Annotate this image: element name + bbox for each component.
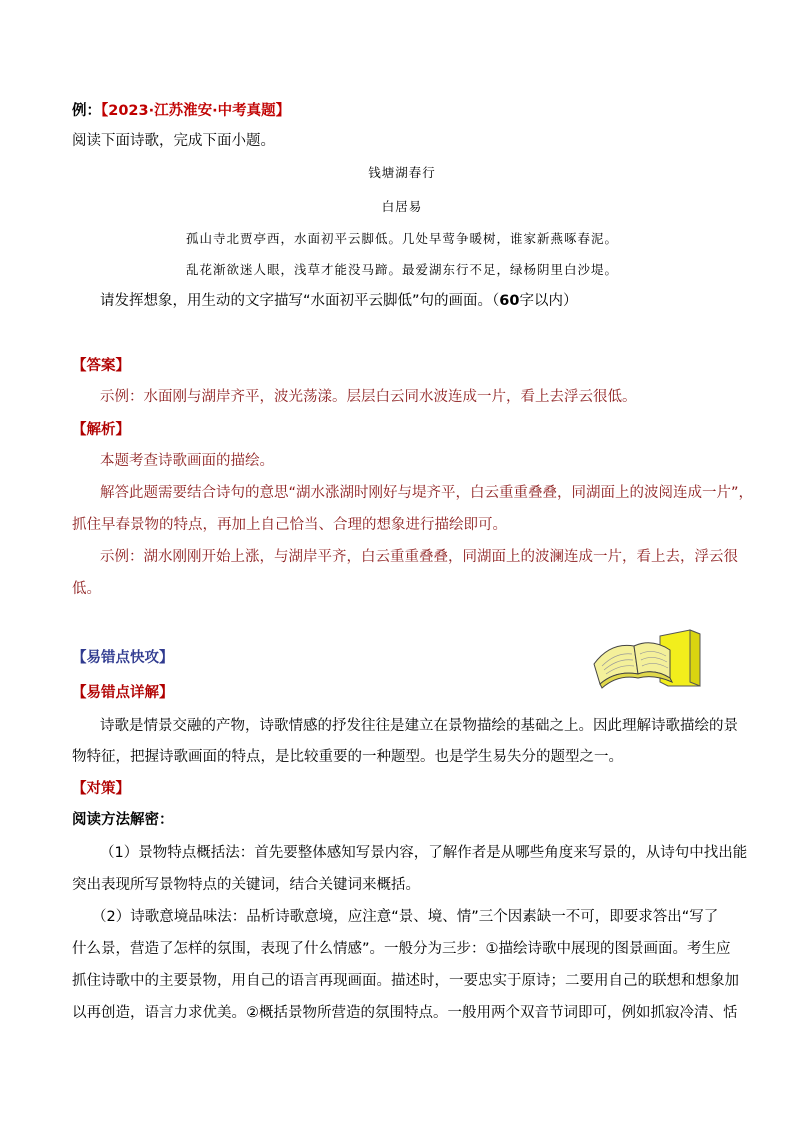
method-2-line-2: 什么景，营造了怎样的氛围，表现了什么情感”。一般分为三步：①描绘诗歌中展现的图景画面。考生应 xyxy=(72,941,731,957)
poem-title: 钱塘湖春行 xyxy=(368,165,436,180)
analysis-line-5: 低。 xyxy=(72,581,101,597)
question-count: 60 xyxy=(499,293,520,309)
question-text: 请发挥想象，用生动的文字描写“水面初平云脚低”句的画面。（60字以内） xyxy=(100,293,578,309)
instruction-text: 阅读下面诗歌，完成下面小题。 xyxy=(72,133,275,149)
poem-line-2: 乱花渐欲迷人眼，浅草才能没马蹄。最爱湖东行不足，绿杨阴里白沙堤。 xyxy=(185,262,618,277)
analysis-line-4: 示例：湖水刚刚开始上涨，与湖岸平齐，白云重重叠叠，同湖面上的波澜连成一片，看上去，浮云很 xyxy=(100,549,738,565)
method-1-line-2: 突出表现所写景物特点的关键词，结合关键词来概括。 xyxy=(72,877,420,893)
answer-text: 示例：水面刚与湖岸齐平，波光荡漾。层层白云同水波连成一片，看上去浮云很低。 xyxy=(100,389,637,405)
poem-line-1: 孤山寺北贾亭西，水面初平云脚低。几处早莺争暖树，谁家新燕啄春泥。 xyxy=(185,231,618,246)
method-heading: 阅读方法解密： xyxy=(72,812,174,828)
open-book-icon xyxy=(590,628,702,690)
tips-detail-line-1: 诗歌是情景交融的产物，诗歌情感的抒发往往是建立在景物描绘的基础之上。因此理解诗歌描绘的景 xyxy=(100,718,738,734)
example-line xyxy=(72,101,732,121)
tips-heading: 【易错点快攻】 xyxy=(72,650,174,666)
method-2-line-4: 以再创造，语言力求优美。②概括景物所营造的氛围特点。一般用两个双音节词即可，例如抓寂冷清、恬 xyxy=(72,1005,738,1021)
tips-detail-line-2: 物特征，把握诗歌画面的特点，是比较重要的一种题型。也是学生易失分的题型之一。 xyxy=(72,749,623,765)
tips-detail-heading: 【易错点详解】 xyxy=(72,685,174,701)
method-2-line-1: （2）诗歌意境品味法：品析诗歌意境，应注意“景、境、情”三个因素缺一不可，即要求答出“写了 xyxy=(92,909,719,925)
method-2-line-3: 抓住诗歌中的主要景物，用自己的语言再现画面。描述时，一要忠实于原诗；二要用自己的联想和想象加 xyxy=(72,973,739,989)
answer-heading: 【答案】 xyxy=(72,358,130,374)
strategy-heading: 【对策】 xyxy=(72,781,130,797)
analysis-line-1: 本题考查诗歌画面的描绘。 xyxy=(100,453,274,469)
analysis-line-3: 抓住早春景物的特点，再加上自己恰当、合理的想象进行描绘即可。 xyxy=(72,517,507,533)
poem-author: 白居易 xyxy=(381,199,423,214)
analysis-line-2: 解答此题需要结合诗句的意思“湖水涨湖时刚好与堤齐平，白云重重叠叠，同湖面上的波阅连成一片”， xyxy=(100,485,754,501)
example-prefix: 例： xyxy=(72,103,101,119)
analysis-heading: 【解析】 xyxy=(72,422,130,438)
example-source: 【2023·江苏淮安·中考真题】 xyxy=(101,103,291,119)
method-1-line-1: （1）景物特点概括法：首先要整体感知写景内容，了解作者是从哪些角度来写景的，从诗句中找出能 xyxy=(100,845,748,861)
